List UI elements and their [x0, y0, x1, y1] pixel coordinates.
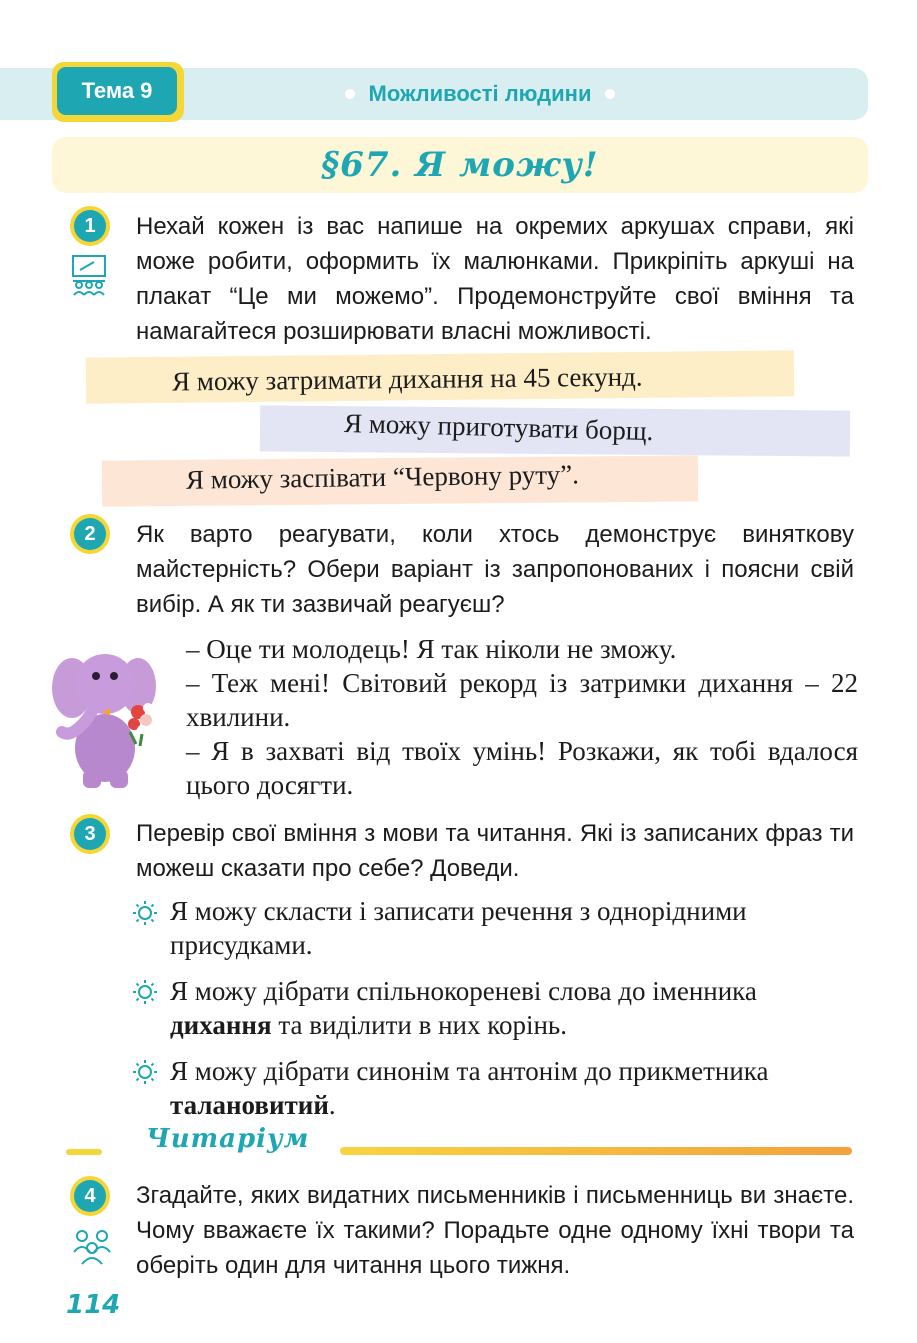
task-1-text: Нехай кожен із вас напише на окремих аркушах справи, які може робити, оформить їх малюнками. Прикріпіть аркуші на плакат “Це ми можемо”. Продемонструйте свої вміння та намагайтеся розширювати власні можливості. [136, 213, 854, 345]
option-text: – Я в захваті від твоїх умінь! Розкажи, як тобі вдалося цього досягти. [186, 736, 858, 800]
section-title: §67. Я можу! [321, 145, 599, 185]
option-text: – Теж мені! Світовий рекорд із затримки дихання – 22 хвилини. [186, 668, 858, 732]
section-title-bar [52, 137, 868, 193]
sun-bullet-icon [132, 979, 158, 1005]
topic-badge [52, 62, 184, 122]
task-number-badge: 2 [70, 514, 110, 554]
elephant-illustration [50, 640, 160, 790]
example-strip-text: Я можу заспівати “Червону руту”. [185, 459, 580, 495]
task-number-badge: 1 [70, 206, 110, 246]
skill-item: Я можу дібрати спільнокореневі слова до іменника дихання та виділити в них корінь. [170, 976, 757, 1040]
option-text: – Оце ти молодець! Я так ніколи не зможу. [186, 634, 677, 664]
topic-badge-label: Тема 9 [57, 67, 177, 115]
section-divider [66, 1149, 102, 1155]
task-4-text: Згадайте, яких видатних письменників і письменниць ви знаєте. Чому вважаєте їх такими? Порадьте одне одному їхні твори та оберіть один для читання цього тижня. [136, 1182, 854, 1279]
dot-icon [345, 89, 355, 99]
topic-title [330, 78, 630, 110]
task-number-badge: 4 [70, 1176, 110, 1216]
task-3-text: Перевір свої вміння з мови та читання. Які із записаних фраз ти можеш сказати про себе? Доведи. [136, 820, 854, 882]
sun-bullet-icon [132, 900, 158, 926]
example-strip-text: Я можу затримати дихання на 45 секунд. [171, 361, 643, 397]
sun-bullet-icon [132, 1059, 158, 1085]
dot-icon [605, 89, 615, 99]
page-number: 114 [66, 1290, 121, 1320]
topic-title-text: Можливості людини [368, 81, 592, 106]
task-number-badge: 3 [70, 814, 110, 854]
skill-item: Я можу дібрати синонім та антонім до прикметника талановитий. [170, 1056, 769, 1120]
example-strip-text: Я можу приготувати борщ. [343, 407, 654, 447]
chytarium-title: Читаріум [146, 1124, 310, 1154]
task-2-text: Як варто реагувати, коли хтось демонструє виняткову майстерність? Обери варіант із запропонованих і поясни свій вибір. А як ти зазвичай реагуєш? [136, 521, 854, 618]
presentation-icon [70, 254, 108, 296]
section-divider [340, 1147, 852, 1155]
group-work-icon [72, 1226, 112, 1266]
skill-item: Я можу скласти і записати речення з однорідними присудками. [170, 896, 747, 960]
